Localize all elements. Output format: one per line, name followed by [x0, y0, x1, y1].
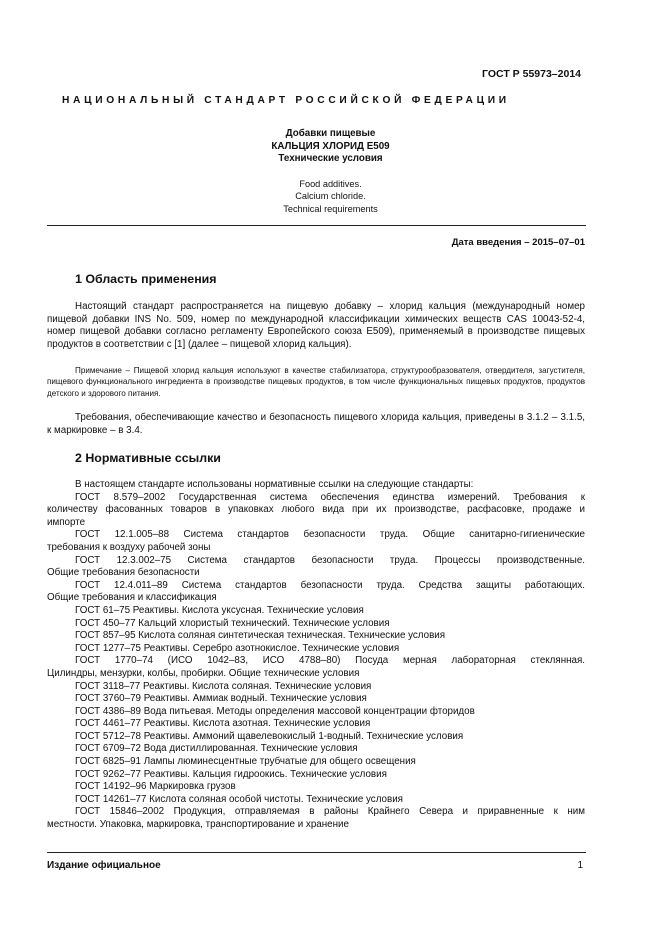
reference-item — [47, 769, 585, 782]
edition-label: Издание официальное — [47, 860, 161, 871]
section-1-paragraph-2 — [47, 412, 585, 437]
reference-item — [47, 781, 585, 794]
reference-line: ГОСТ 3760–79 Реактивы. Аммиак водный. Технические условия — [75, 693, 367, 705]
reference-line: ГОСТ 450–77 Кальций хлористый технический. Технические условия — [75, 617, 390, 629]
reference-item — [47, 693, 585, 706]
reference-line: ГОСТ 6709–72 Вода дистиллированная. Технические условия — [75, 743, 358, 755]
reference-item — [47, 806, 585, 831]
reference-line: местности. Упаковка, маркировка, транспортирование и хранение — [47, 819, 349, 831]
footer-divider — [47, 852, 586, 853]
reference-item — [47, 630, 585, 643]
reference-item — [47, 555, 585, 580]
normative-references-list — [47, 479, 585, 832]
reference-line: ГОСТ 8.579–2002 Государственная система обеспечения единства измерений. Требования к — [75, 491, 585, 503]
title-line-3: Технические условия — [278, 153, 383, 165]
reference-item — [47, 643, 585, 656]
reference-item — [47, 655, 585, 680]
reference-item — [47, 718, 585, 731]
standard-code: ГОСТ Р 55973–2014 — [482, 68, 581, 80]
reference-item — [47, 492, 585, 530]
reference-line: импорте — [47, 516, 86, 528]
reference-item — [47, 618, 585, 631]
reference-item — [47, 605, 585, 618]
reference-line: ГОСТ 5712–78 Реактивы. Аммоний щавелевокислый 1-водный. Технические условия — [75, 730, 464, 742]
reference-line: Цилиндры, мензурки, колбы, пробирки. Общие технические условия — [47, 667, 360, 679]
section-2-heading: 2 Нормативные ссылки — [75, 451, 221, 465]
intro-date: Дата введения – 2015–07–01 — [451, 237, 585, 248]
document-title-block — [0, 128, 661, 216]
section-1-note-text: Примечание – Пищевой хлорид кальция используют в качестве стабилизатора, структурообразователя, отвердителя, загустителя, пищевого функционального ингредиента в производстве пищевых продуктов, в том числе функциональных пищевых продуктов, продуктов детского и здорового питания. — [47, 366, 585, 398]
reference-line: ГОСТ 12.1.005–88 Система стандартов безопасности труда. Общие санитарно-гигиенические — [75, 529, 585, 541]
reference-line: ГОСТ 9262–77 Реактивы. Кальция гидроокись. Технические условия — [75, 768, 387, 780]
title-line-1: Добавки пищевые — [285, 128, 376, 139]
reference-line: ГОСТ 14261–77 Кислота соляная особой чистоты. Технические условия — [75, 793, 403, 805]
national-standard-title: НАЦИОНАЛЬНЫЙ СТАНДАРТ РОССИЙСКОЙ ФЕДЕРАЦИИ — [62, 95, 510, 106]
reference-line: ГОСТ 4461–77 Реактивы. Кислота азотная. Технические условия — [75, 718, 371, 730]
title-divider — [47, 225, 586, 226]
reference-line: ГОСТ 857–95 Кислота соляная синтетическая техническая. Технические условия — [75, 630, 446, 642]
reference-line: ГОСТ 12.3.002–75 Система стандартов безопасности труда. Процессы производственные. — [75, 554, 585, 566]
reference-line: ГОСТ 14192–96 Маркировка грузов — [75, 781, 236, 793]
reference-line: ГОСТ 4386–89 Вода питьевая. Методы определения массовой концентрации фторидов — [75, 705, 475, 717]
reference-line: ГОСТ 3118–77 Реактивы. Кислота соляная. Технические условия — [75, 680, 372, 692]
title-line-2: КАЛЬЦИЯ ХЛОРИД Е509 — [271, 140, 390, 152]
reference-line: ГОСТ 1770–74 (ИСО 1042–83, ИСО 4788–80) Посуда мерная лабораторная стеклянная. — [75, 655, 585, 667]
page-number: 1 — [577, 860, 583, 871]
reference-line: требования к воздуху рабочей зоны — [47, 541, 211, 553]
reference-line: ГОСТ 6825–91 Лампы люминесцентные трубчатые для общего освещения — [75, 756, 416, 768]
section-1-paragraph-1 — [47, 301, 585, 351]
title-en-3: Technical requirements — [283, 203, 378, 214]
references-intro: В настоящем стандарте использованы нормативные ссылки на следующие стандарты: — [75, 479, 474, 490]
reference-item — [47, 580, 585, 605]
title-en-1: Food additives. — [299, 178, 362, 189]
section-1-paragraph-1-text: Настоящий стандарт распространяется на пищевую добавку – хлорид кальция (международный номер пищевой добавки INS No. 509, номер по международной классификации химических веществ CAS 10043-52-4, номер пищевой добавки согласно регламенту Европейского союза Е509), применяемый в производстве пищевых продуктов в соответствии с [1] (далее – пищевой хлорид кальция). — [47, 301, 585, 350]
reference-line: Общие требования безопасности — [47, 567, 200, 579]
reference-item — [47, 681, 585, 694]
reference-line: ГОСТ 61–75 Реактивы. Кислота уксусная. Технические условия — [75, 604, 364, 616]
reference-line: ГОСТ 12.4.011–89 Система стандартов безопасности труда. Средства защиты работающих. — [75, 579, 585, 591]
section-1-note — [47, 365, 585, 399]
reference-line: количеству фасованных товаров в упаковках любого вида при их производстве, расфасовке, продаже и — [47, 504, 585, 516]
reference-line: ГОСТ 1277–75 Реактивы. Серебро азотнокислое. Технические условия — [75, 642, 400, 654]
section-1-paragraph-2-text: Требования, обеспечивающие качество и безопасность пищевого хлорида кальция, приведены в 3.1.2 – 3.1.5, к маркировке – в 3.4. — [47, 412, 585, 436]
section-1-heading: 1 Область применения — [75, 272, 217, 286]
reference-item — [47, 743, 585, 756]
reference-item — [47, 756, 585, 769]
reference-item — [47, 706, 585, 719]
reference-item — [47, 731, 585, 744]
reference-item — [47, 794, 585, 807]
reference-line: Общие требования и классификация — [47, 592, 217, 604]
reference-line: ГОСТ 15846–2002 Продукция, отправляемая в районы Крайнего Севера и приравненные к ним — [75, 806, 585, 818]
title-en-2: Calcium chloride. — [295, 191, 366, 202]
reference-item — [47, 529, 585, 554]
